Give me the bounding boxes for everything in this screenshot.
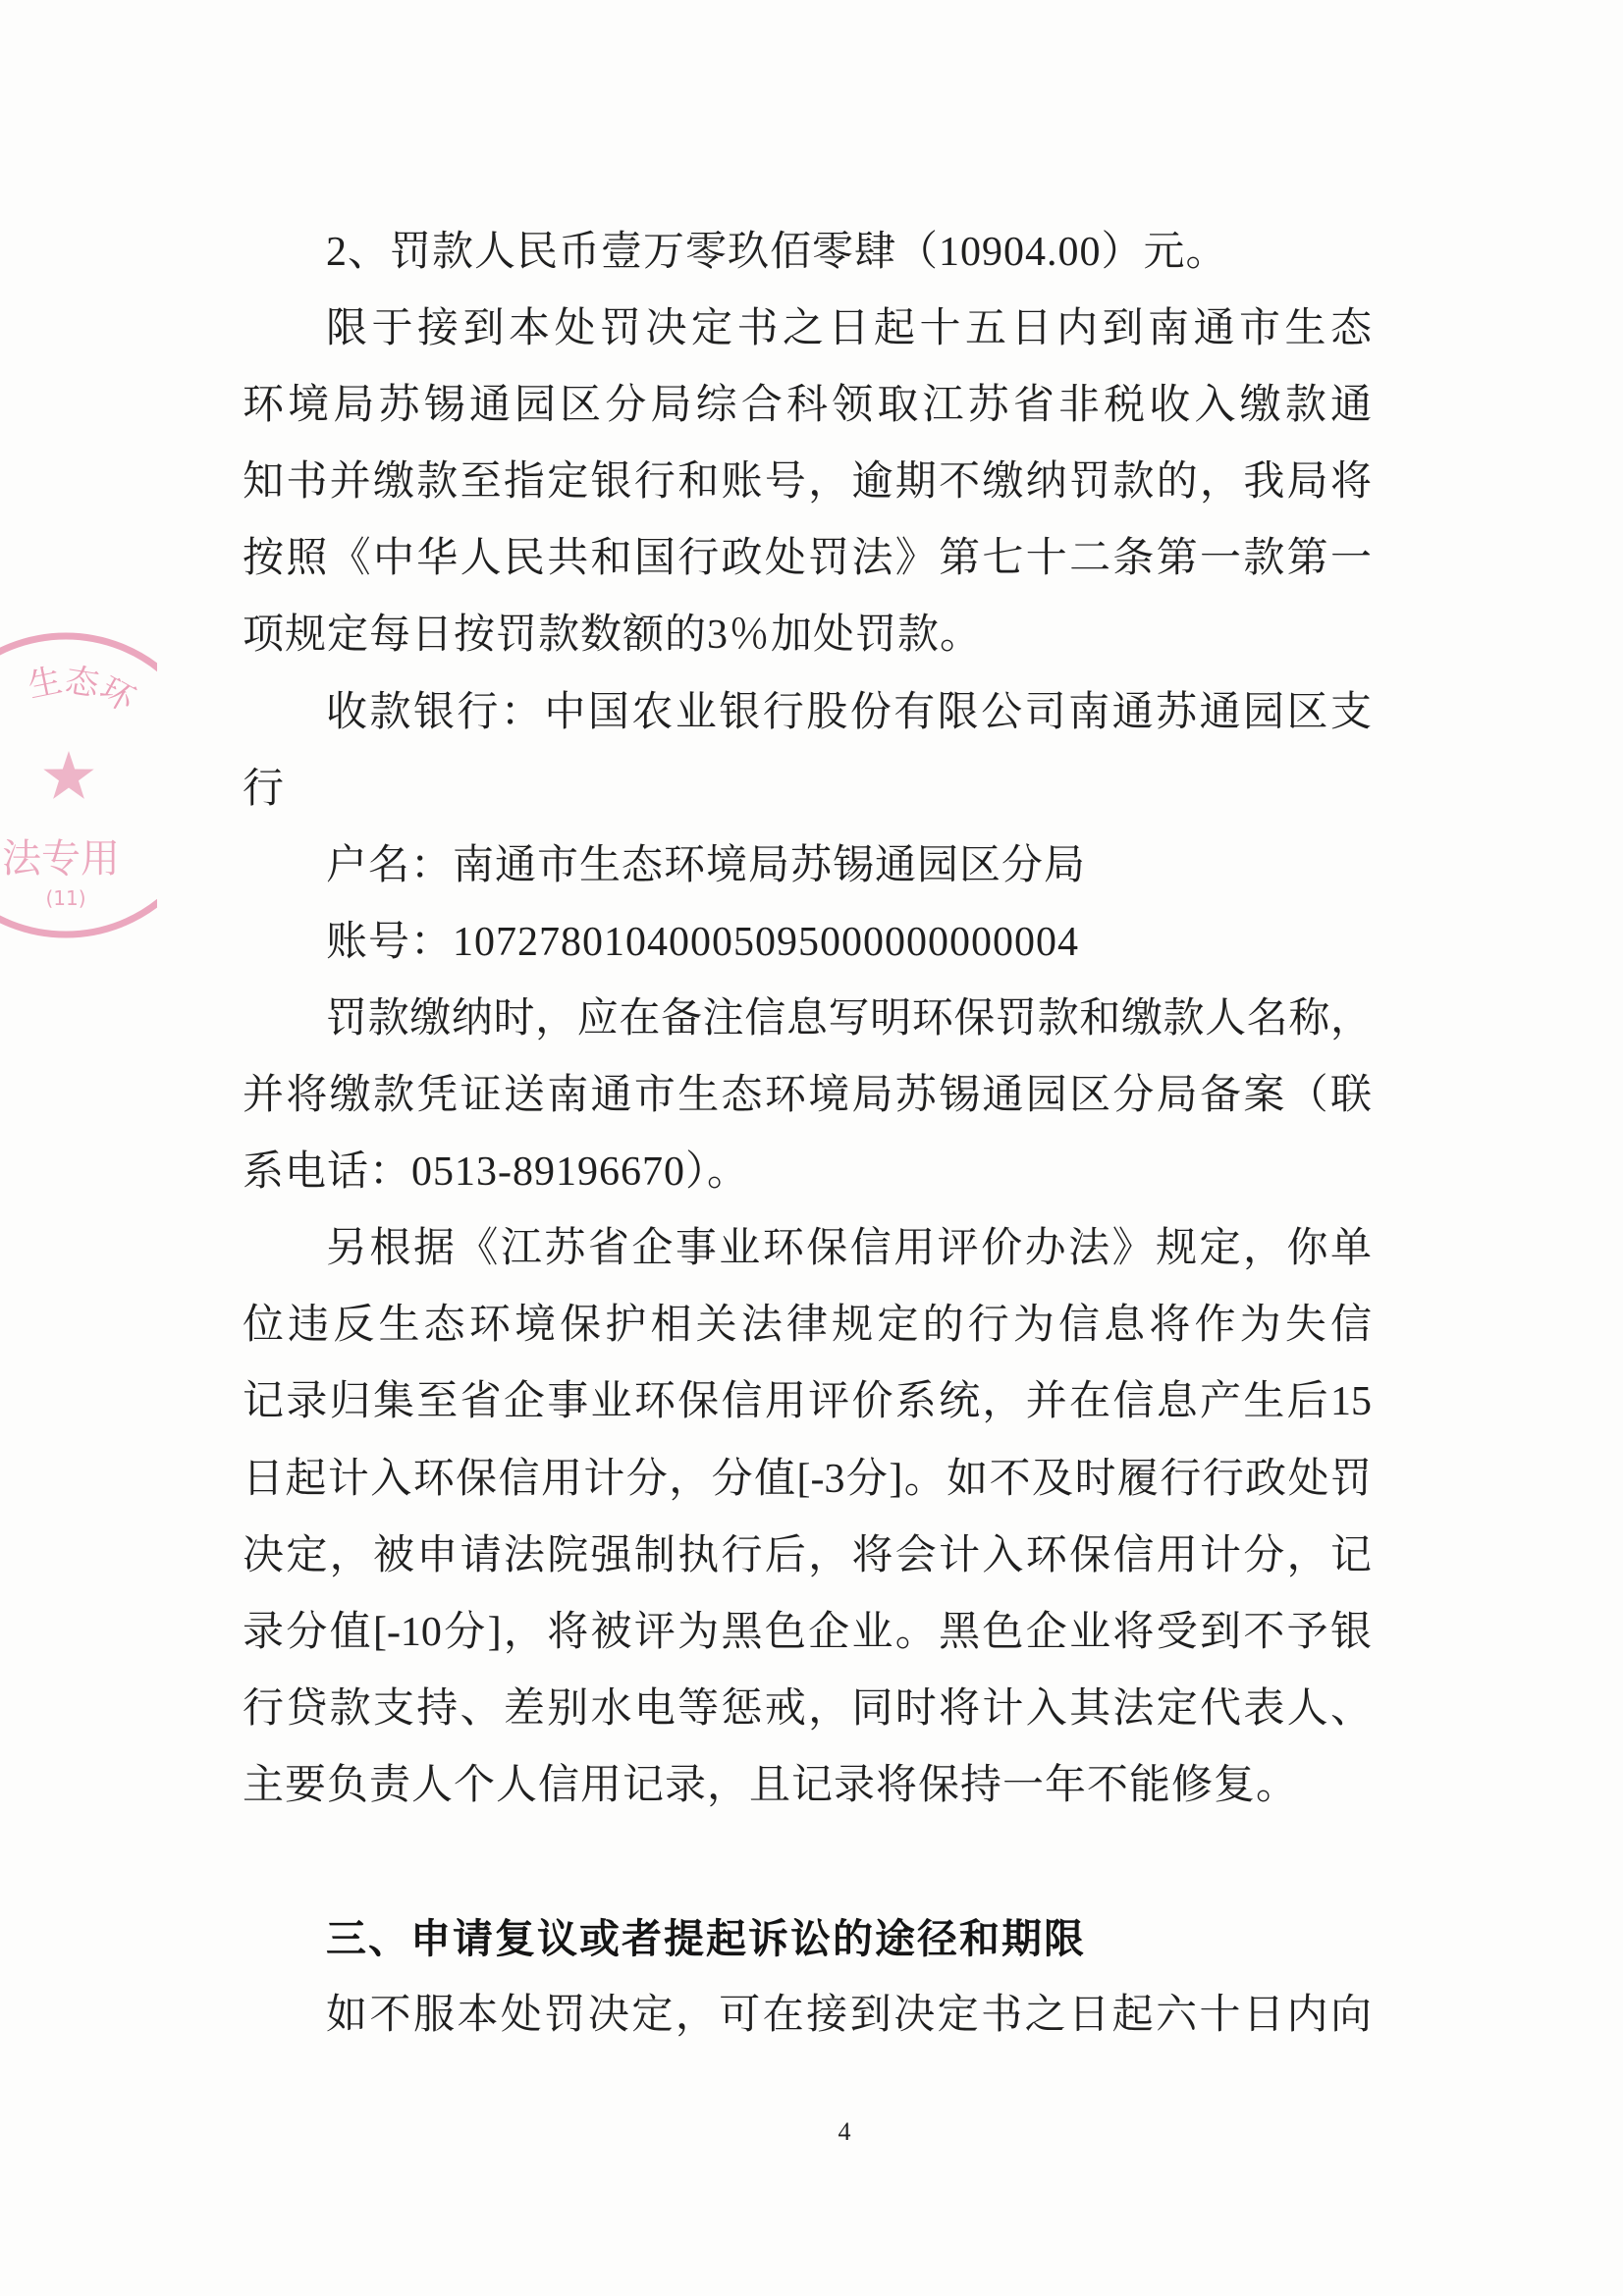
- body-text-line: 罚款缴纳时，应在备注信息写明环保罚款和缴款人名称，: [326, 995, 1372, 1041]
- paragraph-receiving-bank: [243, 674, 1372, 828]
- body-text-line: 户名：南通市生态环境局苏锡通园区分局: [326, 842, 1087, 888]
- body-text-line: 账号：10727801040005095000000000004: [326, 919, 1080, 965]
- paragraph-fine-amount: [243, 214, 1372, 291]
- body-text-line: 限于接到本处罚决定书之日起十五日内到南通市生态: [326, 306, 1372, 352]
- seal-arc-text: 生态环: [25, 660, 141, 721]
- section-heading: 三、申请复议或者提起诉讼的途径和期限: [326, 1915, 1086, 1963]
- body-text-line: 知书并缴款至指定银行和账号，逾期不缴纳罚款的，我局将: [243, 459, 1372, 506]
- body-text-line: 并将缴款凭证送南通市生态环境局苏锡通园区分局备案（联: [243, 1073, 1372, 1119]
- body-text-line: 2、罚款人民币壹万零玖佰零肆（10904.00）元。: [326, 230, 1228, 275]
- body-text-line: 另根据《江苏省企事业环保信用评价办法》规定，你单: [326, 1226, 1372, 1272]
- body-text-line: 录分值[-10分]，将被评为黑色企业。黑色企业将受到不予银: [243, 1609, 1372, 1655]
- body-text-line: 决定，被申请法院强制执行后，将会计入环保信用计分，记: [243, 1532, 1372, 1578]
- paragraph-payment-note: [243, 981, 1372, 1210]
- blank-line: [243, 1824, 1372, 1900]
- paragraph-account-number: [243, 904, 1372, 981]
- body-text-line: 系电话：0513-89196670）。: [243, 1149, 749, 1196]
- body-text-line: 环境局苏锡通园区分局综合科领取江苏省非税收入缴款通: [243, 383, 1372, 429]
- document-body: [243, 214, 1372, 2054]
- body-text-line: 日起计入环保信用计分，分值[-3分]。如不及时履行行政处罚: [243, 1456, 1372, 1502]
- official-seal: [0, 618, 157, 952]
- body-text-line: 项规定每日按罚款数额的3％加处罚款。: [243, 613, 983, 659]
- body-text-line: 按照《中华人民共和国行政处罚法》第七十二条第一款第一: [243, 536, 1372, 582]
- seal-code-text: (11): [45, 886, 86, 910]
- body-text-line: 行: [243, 766, 286, 812]
- body-text-line: 主要负责人个人信用记录，且记录将保持一年不能修复。: [243, 1762, 1299, 1808]
- seal-center-text: 法专用: [2, 836, 120, 881]
- paragraph-credit-record: [243, 1210, 1372, 1824]
- paragraph-payment-deadline: [243, 291, 1372, 673]
- body-text-line: 行贷款支持、差别水电等惩戒，同时将计入其法定代表人、: [243, 1685, 1372, 1732]
- body-text-line: 如不服本处罚决定，可在接到决定书之日起六十日内向: [326, 1993, 1372, 2039]
- paragraph-account-name: [243, 828, 1372, 904]
- body-text-line: 记录归集至省企事业环保信用评价系统，并在信息产生后15: [243, 1379, 1372, 1425]
- paragraph-appeal: [243, 1977, 1372, 2054]
- body-text-line: 收款银行：中国农业银行股份有限公司南通苏通园区支: [326, 689, 1372, 735]
- seal-star-icon: [43, 751, 93, 799]
- body-text-line: 位违反生态环境保护相关法律规定的行为信息将作为失信: [243, 1303, 1372, 1349]
- page-number: 4: [838, 2117, 851, 2146]
